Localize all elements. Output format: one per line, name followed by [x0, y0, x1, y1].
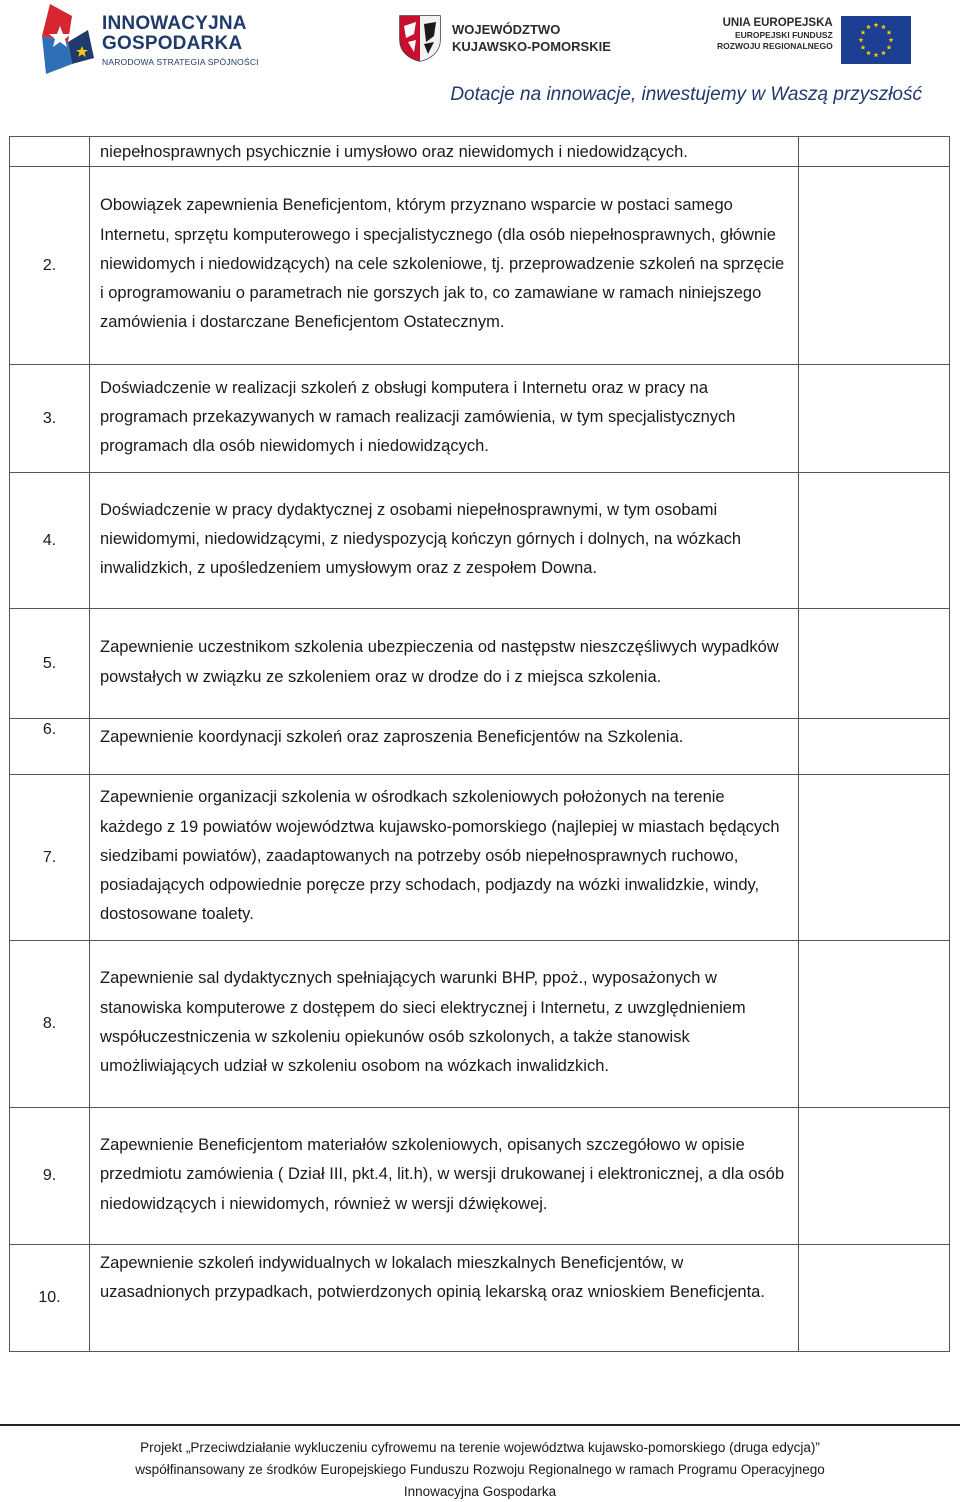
table-row	[10, 137, 950, 167]
eu-logo	[717, 16, 911, 64]
page-footer	[0, 1437, 960, 1502]
row-number	[10, 137, 90, 167]
row-empty-cell	[799, 1245, 950, 1352]
row-number: 8.	[10, 941, 90, 1108]
ig-logo-line2: GOSPODARKA	[102, 32, 243, 54]
row-description: Zapewnienie koordynacji szkoleń oraz zaproszenia Beneficjentów na Szkolenia.	[90, 719, 799, 775]
row-empty-cell	[799, 167, 950, 365]
row-number: 10.	[10, 1245, 90, 1352]
footer-line1: Projekt „Przeciwdziałanie wykluczeniu cyfrowemu na terenie województwa kujawsko-pomorskiego (druga edycja)”	[140, 1440, 820, 1455]
row-description: Zapewnienie szkoleń indywidualnych w lokalach mieszkalnych Beneficjentów, w uzasadnionych przypadkach, potwierdzonych opinią lekarską oraz wnioskiem Beneficjenta.	[90, 1245, 799, 1352]
ig-star-mark-icon	[38, 0, 96, 80]
row-number: 2.	[10, 167, 90, 365]
row-description: Zapewnienie uczestnikom szkolenia ubezpieczenia od następstw nieszczęśliwych wypadków powstałych w związku ze szkoleniem oraz w drodze do i z miejsca szkolenia.	[90, 609, 799, 719]
table-row	[10, 1108, 950, 1245]
table-row	[10, 775, 950, 941]
header-tagline: Dotacje na innowacje, inwestujemy w Waszą przyszłość	[450, 84, 922, 105]
footer-line3: Innowacyjna Gospodarka	[403, 1484, 557, 1499]
ig-logo-line1: INNOWACYJNA	[102, 12, 247, 34]
row-empty-cell	[799, 137, 950, 167]
eu-flag-icon	[841, 16, 911, 64]
row-description: Zapewnienie Beneficjentom materiałów szkoleniowych, opisanych szczegółowo w opisie przedmiotu zamówienia ( Dział III, pkt.4, lit.h), w wersji drukowanej i elektronicznej, a dla osób niedowidzących i niewidomych, również w wersji dźwiękowej.	[90, 1108, 799, 1245]
row-empty-cell	[799, 365, 950, 473]
row-number: 3.	[10, 365, 90, 473]
table-row	[10, 473, 950, 609]
table-row	[10, 1245, 950, 1352]
row-number: 6.	[10, 719, 90, 775]
table-row	[10, 365, 950, 473]
row-number: 4.	[10, 473, 90, 609]
footer-line2: współfinansowany ze środków Europejskiego Funduszu Rozwoju Regionalnego w ramach Programu Operacyjnego	[135, 1462, 825, 1477]
eu-logo-line1: UNIA EUROPEJSKA	[722, 17, 833, 29]
table-row	[10, 167, 950, 365]
innowacyjna-gospodarka-logo	[38, 0, 278, 80]
row-description: niepełnosprawnych psychicznie i umysłowo oraz niewidomych i niedowidzących.	[90, 137, 799, 167]
row-description: Doświadczenie w pracy dydaktycznej z osobami niepełnosprawnymi, w tym osobami niewidomymi, niedowidzącymi, z niedyspozycją kończyn górnych i dolnych, na wózkach inwalidzkich, z upośledzeniem umysłowym oraz z zespołem Downa.	[90, 473, 799, 609]
ig-logo-line3: NARODOWA STRATEGIA SPÓJNOŚCI	[102, 56, 259, 67]
row-description: Zapewnienie sal dydaktycznych spełniających warunki BHP, ppoż., wyposażonych w stanowiska komputerowe z dostępem do sieci elektrycznej i Internetu, z uwzględnieniem współuczestniczenia w szkoleniu opiekunów osób szkolonych, a także stanowisk umożliwiających udział w szkoleniu osobom na wózkach inwalidzkich.	[90, 941, 799, 1108]
row-description: Doświadczenie w realizacji szkoleń z obsługi komputera i Internetu oraz w pracy na programach przekazywanych w ramach realizacji zamówienia, w tym specjalistycznych programach dla osób niewidomych i niedowidzących.	[90, 365, 799, 473]
row-empty-cell	[799, 941, 950, 1108]
row-empty-cell	[799, 473, 950, 609]
woj-logo-line1: WOJEWÓDZTWO	[452, 22, 561, 37]
row-empty-cell	[799, 719, 950, 775]
eu-logo-line2: EUROPEJSKI FUNDUSZ	[734, 30, 833, 40]
row-empty-cell	[799, 1108, 950, 1245]
eu-logo-line3: ROZWOJU REGIONALNEGO	[717, 41, 833, 51]
table-row	[10, 719, 950, 775]
row-description: Obowiązek zapewnienia Beneficjentom, którym przyznano wsparcie w postaci samego Internetu, sprzętu komputerowego i specjalistycznego (dla osób niepełnosprawnych, głównie niewidomych i niedowidzących) na cele szkoleniowe, tj. przeprowadzenie szkoleń na sprzęcie i oprogramowaniu o parametrach nie gorszych jak to, co zamawiane w ramach niniejszego zamówienia i dostarczane Beneficjentom Ostatecznym.	[90, 167, 799, 365]
coat-of-arms-icon	[398, 14, 442, 62]
wojewodztwo-logo	[398, 14, 611, 62]
row-number: 5.	[10, 609, 90, 719]
row-number: 7.	[10, 775, 90, 941]
table-row	[10, 941, 950, 1108]
woj-logo-line2: KUJAWSKO-POMORSKIE	[452, 39, 611, 54]
row-empty-cell	[799, 609, 950, 719]
row-number: 9.	[10, 1108, 90, 1245]
row-empty-cell	[799, 775, 950, 941]
requirements-table	[9, 136, 950, 1352]
row-description: Zapewnienie organizacji szkolenia w ośrodkach szkoleniowych położonych na terenie każdego z 19 powiatów województwa kujawsko-pomorskiego (najlepiej w miastach będących siedzibami powiatów), zaadaptowanych na potrzeby osób niepełnosprawnych ruchowo, posiadających odpowiednie poręcze przy schodach, podjazdy na wózki inwalidzkie, windy, dostosowane toalety.	[90, 775, 799, 941]
footer-divider	[0, 1424, 960, 1426]
table-row	[10, 609, 950, 719]
